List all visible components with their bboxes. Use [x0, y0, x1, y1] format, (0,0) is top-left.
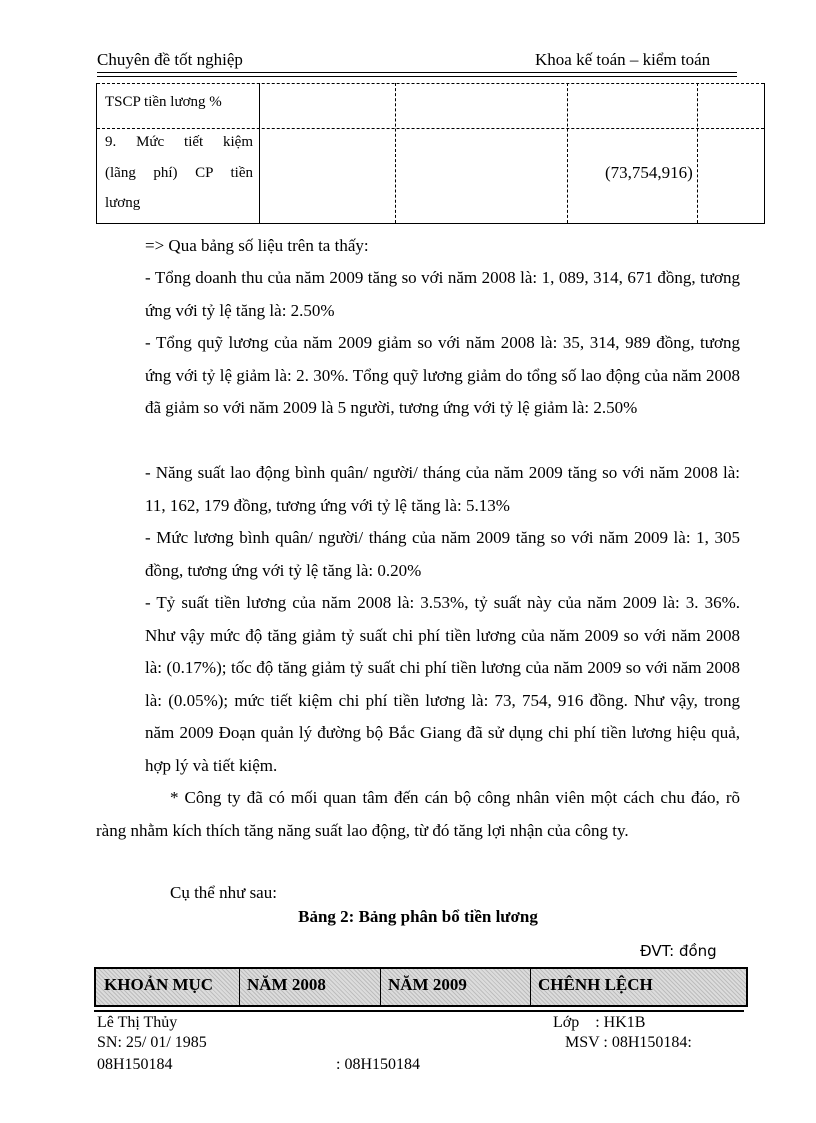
- header-rule-double: [97, 76, 737, 77]
- table2-header-2008: NĂM 2008: [247, 975, 326, 994]
- analysis-lead: => Qua bảng số liệu trên ta thấy:: [145, 236, 369, 255]
- footer-birthdate: SN: 25/ 01/ 1985: [97, 1034, 207, 1051]
- footer-class: Lớp : HK1B: [553, 1014, 646, 1031]
- company-care-note: * Công ty đã có mối quan tâm đến cán bộ công nhân viên một cách chu đáo, rõ ràng nhằm kích thích tăng năng suất lao động, từ đó tăng lợi nhận của công ty.: [96, 788, 740, 840]
- footer-code-mid: : 08H150184: [336, 1056, 420, 1073]
- footer-student-id: MSV : 08H150184:: [565, 1034, 692, 1051]
- analysis-average-wage: - Mức lương bình quân/ người/ tháng của năm 2009 tăng so với năm 2009 là: 1, 305 đồng, tương ứng với tỷ lệ tăng là: 0.20%: [145, 528, 740, 580]
- table-row-label-savings-line2: (lãng phí) CP tiền: [105, 165, 253, 181]
- analysis-productivity: - Năng suất lao động bình quân/ người/ tháng của năm 2009 tăng so với năm 2008 là: 11, 162, 179 đồng, tương ứng với tỷ lệ tăng là: 5.13%: [145, 463, 740, 515]
- table-row-label-savings-line1: 9. Mức tiết kiệm: [105, 134, 253, 150]
- header-title-right: Khoa kế toán – kiểm toán: [535, 50, 711, 69]
- footer-rule: [94, 1006, 744, 1007]
- table2-header-item: KHOẢN MỤC: [104, 975, 214, 994]
- header-title-left: Chuyên đề tốt nghiệp: [97, 50, 243, 69]
- table2-caption: Bảng 2: Bảng phân bổ tiền lương: [298, 907, 538, 926]
- table-row-label-savings-line3: lương: [105, 195, 141, 211]
- analysis-payroll-fund: - Tổng quỹ lương của năm 2009 giảm so với năm 2008 là: 35, 314, 989 đồng, tương ứng với tỷ lệ giảm là: 2. 30%. Tổng quỹ lương giảm do tổng số lao động của năm 2008 đã giảm so với năm 2009 là 5 người, tương ứng với tỷ lệ giảm là: 2.50%: [145, 333, 740, 417]
- footer-student-name: Lê Thị Thủy: [97, 1014, 178, 1031]
- table-col-dash: [395, 83, 396, 223]
- table2-unit: ĐVT: đồng: [640, 942, 717, 960]
- analysis-revenue: - Tổng doanh thu của năm 2009 tăng so với năm 2008 là: 1, 089, 314, 671 đồng, tương ứng với tỷ lệ tăng là: 2.50%: [145, 268, 740, 320]
- table-col-dash: [697, 83, 698, 223]
- table-row-dash: [97, 83, 764, 84]
- table-col-dash: [567, 83, 568, 223]
- table-row-value-savings: (73,754,916): [605, 163, 693, 182]
- footer-rule-thick: [94, 1010, 744, 1012]
- table-row-label-tscp: TSCP tiền lương %: [105, 94, 222, 110]
- header-rule: [97, 72, 737, 73]
- table2-header-diff: CHÊNH LỆCH: [538, 975, 653, 994]
- footer-code-left: 08H150184: [97, 1056, 173, 1073]
- table-col-line: [259, 83, 260, 223]
- table2-header-2009: NĂM 2009: [388, 975, 467, 994]
- analysis-wage-ratio: - Tỷ suất tiền lương của năm 2008 là: 3.53%, tỷ suất này của năm 2009 là: 3. 36%. Như vậy mức độ tăng giảm tỷ suất chi phí tiền lương của năm 2009 so với năm 2008 là: (0.17%); tốc độ tăng giảm tỷ suất chi phí tiền lương của năm 2009 so với năm 2008 là: (0.05%); mức tiết kiệm chi phí tiền lương là: 73, 754, 916 đồng. Như vậy, trong năm 2009 Đoạn quản lý đường bộ Bắc Giang đã sử dụng chi phí tiền lương hiệu quả, hợp lý và tiết kiệm.: [145, 593, 740, 775]
- continued-table: [96, 83, 765, 224]
- specifically-label: Cụ thể như sau:: [170, 883, 277, 902]
- table2-header-row: [94, 967, 748, 1007]
